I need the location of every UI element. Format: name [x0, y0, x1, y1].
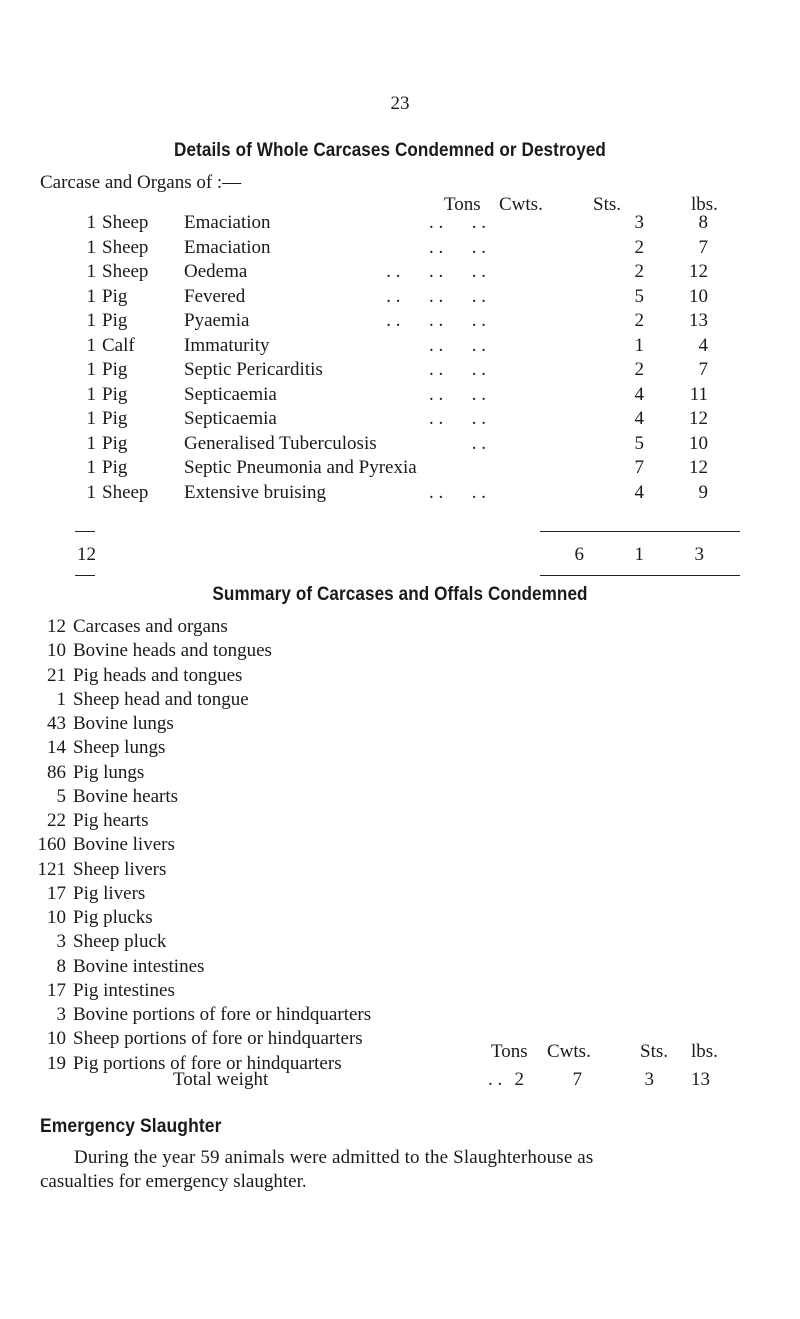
row-lbs: 10 [689, 432, 708, 454]
total-weight-leader: . . [488, 1069, 503, 1090]
row-count: 1 [86, 457, 96, 478]
item-quantity: 3 [56, 931, 66, 953]
row-leader: . . . . [429, 359, 486, 380]
item-quantity: 10 [47, 907, 66, 928]
item-quantity: 5 [56, 785, 66, 807]
item-quantity: 160 [37, 834, 66, 856]
item-quantity: 14 [47, 737, 66, 759]
total-count: 12 [77, 544, 96, 565]
item-description: Pig hearts [73, 810, 149, 831]
summary-header-cwts: Cwts. [547, 1041, 591, 1062]
row-lbs: 12 [689, 261, 708, 282]
row-count: 1 [86, 481, 96, 503]
item-description: Sheep livers [73, 858, 167, 880]
row-animal: Sheep [102, 212, 149, 233]
item-quantity: 22 [47, 810, 66, 831]
item-description: Sheep head and tongue [73, 688, 249, 710]
column-header-cwts: Cwts. [499, 194, 543, 215]
row-count: 1 [86, 334, 96, 356]
item-description: Bovine hearts [73, 785, 179, 807]
row-sts: 2 [634, 236, 644, 258]
row-sts: 2 [634, 310, 644, 331]
row-leader: . . . . [429, 236, 486, 258]
weight-rule-bottom [540, 575, 740, 576]
summary-header-tons: Tons [491, 1041, 528, 1062]
item-quantity: 121 [37, 858, 66, 880]
row-leader: . . . . [429, 481, 486, 503]
row-condition: Generalised Tuberculosis [184, 432, 377, 454]
item-quantity: 17 [47, 882, 66, 904]
section-title-emergency: Emergency Slaughter [40, 1116, 222, 1137]
row-count: 1 [86, 212, 96, 233]
row-count: 1 [86, 359, 96, 380]
emergency-paragraph-line2: casualties for emergency slaughter. [40, 1171, 307, 1192]
row-animal: Sheep [102, 481, 149, 503]
item-quantity: 21 [47, 664, 66, 686]
total-cwts: 6 [574, 544, 584, 565]
row-lbs: 9 [698, 481, 708, 503]
item-quantity: 10 [47, 640, 66, 662]
item-description: Pig portions of fore or hindquarters [73, 1052, 342, 1074]
column-header-tons: Tons [444, 194, 481, 215]
row-lbs: 10 [689, 285, 708, 307]
item-quantity: 12 [47, 616, 66, 637]
intro-text: Carcase and Organs of :— [40, 172, 242, 193]
count-rule-bottom [75, 575, 95, 576]
row-condition: Immaturity [184, 334, 270, 356]
row-count: 1 [86, 236, 96, 258]
row-leader: . . . . [429, 383, 486, 405]
count-rule-top [75, 531, 95, 532]
row-leader: . . . . . . [386, 310, 486, 331]
item-quantity: 17 [47, 979, 66, 1001]
row-condition: Septicaemia [184, 408, 277, 429]
row-count: 1 [86, 408, 96, 429]
row-condition: Fevered [184, 285, 246, 307]
total-lbs: 3 [694, 544, 704, 565]
item-description: Bovine lungs [73, 713, 174, 734]
row-count: 1 [86, 261, 96, 282]
row-animal: Pig [102, 359, 128, 380]
item-description: Bovine livers [73, 834, 175, 856]
row-animal: Pig [102, 457, 128, 478]
row-lbs: 11 [689, 383, 708, 405]
item-description: Pig intestines [73, 979, 175, 1001]
row-sts: 5 [634, 432, 644, 454]
row-condition: Septic Pericarditis [184, 359, 323, 380]
row-sts: 1 [634, 334, 644, 356]
item-description: Bovine heads and tongues [73, 640, 272, 662]
row-count: 1 [86, 383, 96, 405]
row-animal: Pig [102, 432, 128, 454]
row-lbs: 13 [689, 310, 708, 331]
summary-header-lbs: lbs. [691, 1041, 718, 1062]
row-sts: 4 [634, 481, 644, 503]
item-quantity: 19 [47, 1052, 66, 1074]
row-animal: Sheep [102, 236, 149, 258]
row-animal: Pig [102, 285, 128, 307]
row-lbs: 12 [689, 457, 708, 478]
row-count: 1 [86, 310, 96, 331]
summary-header-sts: Sts. [640, 1041, 668, 1062]
row-lbs: 7 [698, 359, 708, 380]
item-description: Pig livers [73, 882, 146, 904]
item-description: Sheep lungs [73, 737, 166, 759]
row-condition: Oedema [184, 261, 248, 282]
item-description: Pig lungs [73, 761, 145, 783]
item-description: Bovine portions of fore or hindquarters [73, 1004, 372, 1025]
row-sts: 2 [634, 261, 644, 282]
row-sts: 5 [634, 285, 644, 307]
row-condition: Emaciation [184, 212, 271, 233]
total-sts: 1 [634, 544, 644, 565]
section-title-whole-carcases: Details of Whole Carcases Condemned or Destroyed [174, 140, 606, 161]
item-description: Carcases and organs [73, 616, 228, 637]
total-weight-label: Total weight [173, 1069, 269, 1090]
row-animal: Pig [102, 383, 128, 405]
row-leader: . . [471, 432, 486, 454]
row-sts: 7 [634, 457, 644, 478]
row-leader: . . . . . . [386, 261, 486, 282]
row-count: 1 [86, 432, 96, 454]
row-sts: 3 [634, 212, 644, 233]
row-animal: Pig [102, 408, 128, 429]
weight-rule-top [540, 531, 740, 532]
row-leader: . . . . [429, 334, 486, 356]
item-description: Bovine intestines [73, 955, 205, 977]
item-quantity: 3 [56, 1004, 66, 1025]
row-lbs: 8 [698, 212, 708, 233]
item-quantity: 1 [56, 688, 66, 710]
row-animal: Calf [102, 334, 135, 356]
item-description: Pig heads and tongues [73, 664, 243, 686]
row-sts: 2 [634, 359, 644, 380]
row-animal: Pig [102, 310, 128, 331]
item-description: Pig plucks [73, 907, 153, 928]
row-lbs: 12 [689, 408, 708, 429]
row-leader: . . . . . . [386, 285, 486, 307]
row-lbs: 7 [698, 236, 708, 258]
total-weight-sts: 3 [644, 1069, 654, 1090]
row-condition: Septicaemia [184, 383, 277, 405]
row-sts: 4 [634, 383, 644, 405]
row-condition: Emaciation [184, 236, 271, 258]
total-weight-lbs: 13 [691, 1069, 710, 1090]
row-leader: . . . . [429, 212, 486, 233]
item-quantity: 10 [47, 1028, 66, 1050]
row-condition: Extensive bruising [184, 481, 326, 503]
item-quantity: 43 [47, 713, 66, 734]
column-header-lbs: lbs. [691, 194, 718, 215]
column-header-sts: Sts. [593, 194, 621, 215]
emergency-paragraph-line1: During the year 59 animals were admitted to the Slaughterhouse as [74, 1147, 594, 1168]
row-condition: Septic Pneumonia and Pyrexia [184, 457, 417, 478]
section-title-summary: Summary of Carcases and Offals Condemned [212, 584, 588, 605]
total-weight-tons: 2 [514, 1069, 524, 1090]
row-animal: Sheep [102, 261, 149, 282]
item-quantity: 8 [56, 955, 66, 977]
total-weight-cwts: 7 [572, 1069, 582, 1090]
row-leader: . . . . [429, 408, 486, 429]
item-description: Sheep pluck [73, 931, 167, 953]
page-number: 23 [390, 93, 410, 114]
item-description: Sheep portions of fore or hindquarters [73, 1028, 363, 1050]
item-quantity: 86 [47, 761, 66, 783]
row-lbs: 4 [698, 334, 708, 356]
row-count: 1 [86, 285, 96, 307]
row-sts: 4 [634, 408, 644, 429]
row-condition: Pyaemia [184, 310, 250, 331]
